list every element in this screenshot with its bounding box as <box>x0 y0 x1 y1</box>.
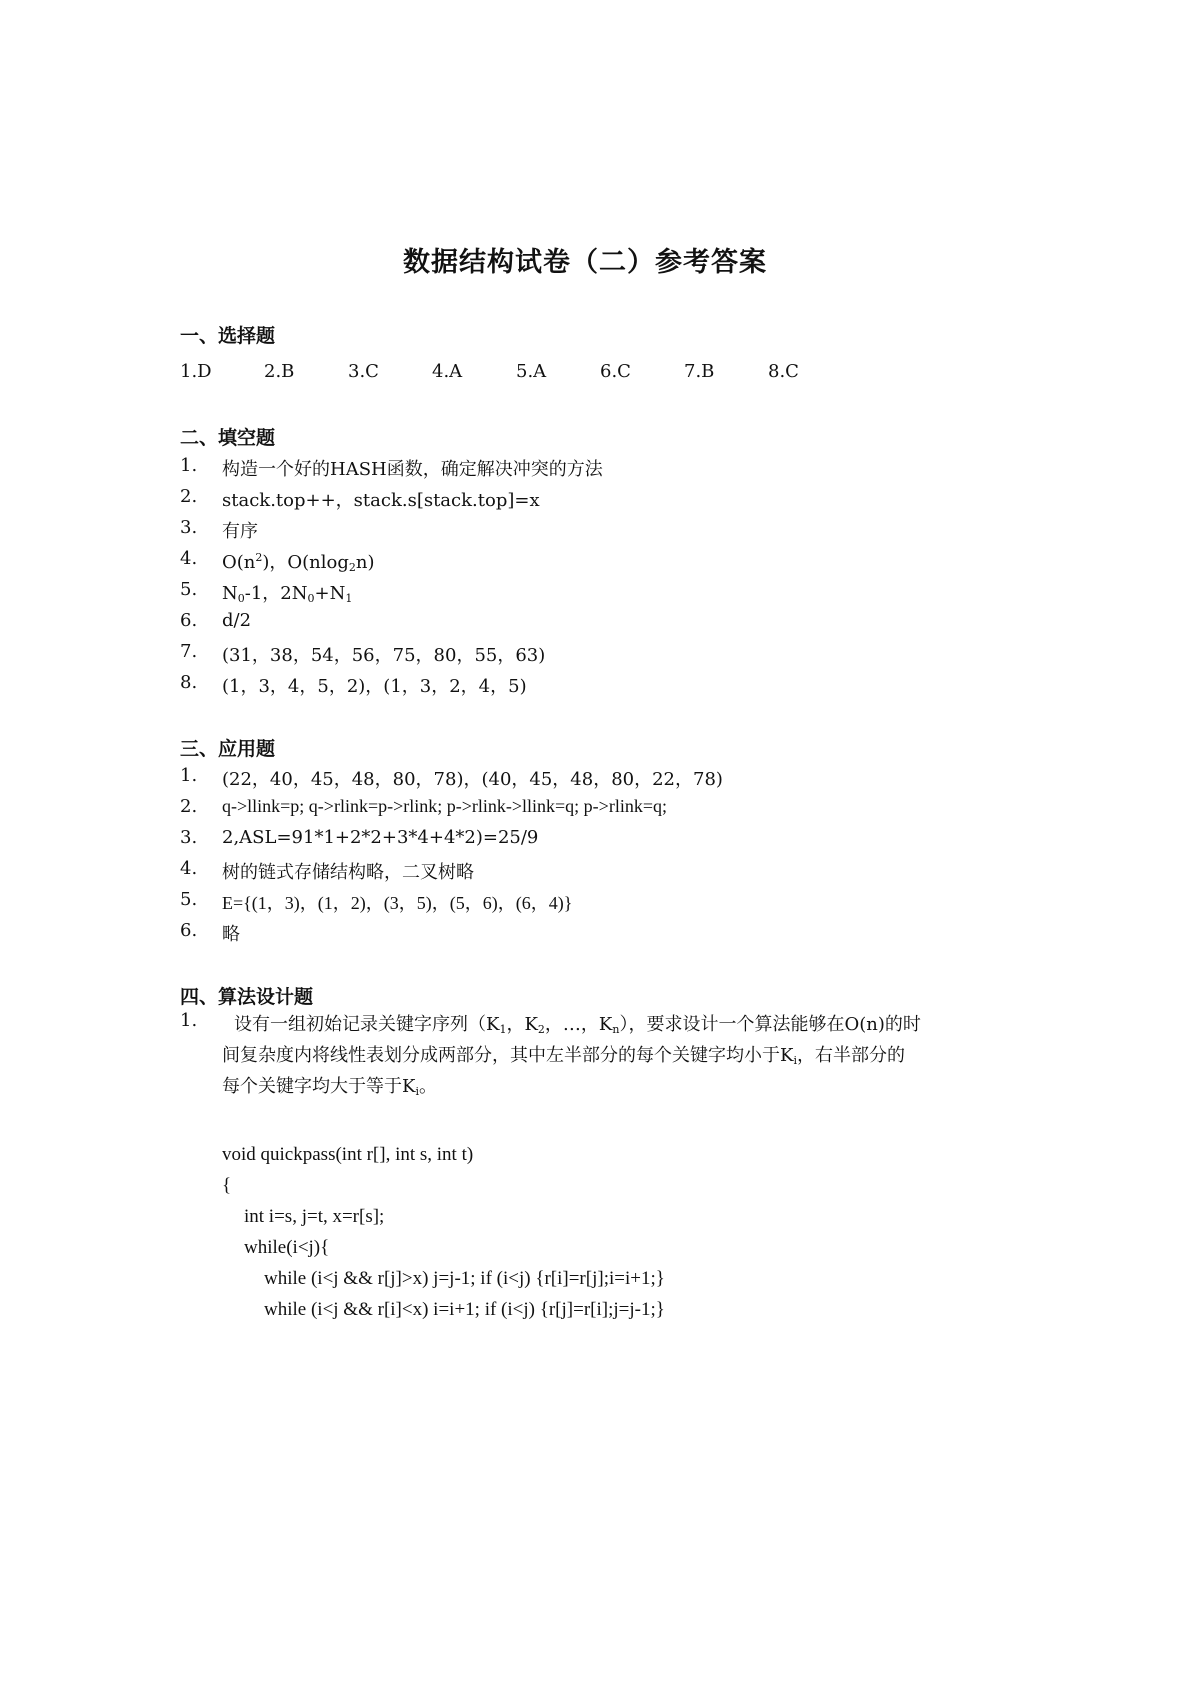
item-number: 4. <box>180 548 198 569</box>
item-number: 2. <box>180 486 198 507</box>
text-part: 。 <box>418 1076 437 1097</box>
superscript: 2 <box>255 551 263 564</box>
section-heading-choice: 一、选择题 <box>180 325 276 347</box>
item-text: d/2 <box>222 610 252 631</box>
problem-line <box>222 1041 905 1067</box>
item-number: 6. <box>180 920 198 941</box>
item-text: (1，3，4，5，2)，(1，3，2，4，5) <box>222 676 527 697</box>
item-text: E={(1，3)，(1，2)，(3，5)，(5，6)，(6，4)} <box>222 893 573 913</box>
item-number: 5. <box>180 579 198 600</box>
code-line: int i=s, j=t, x=r[s]; <box>244 1206 385 1227</box>
choice-answer: 2.B <box>264 361 295 382</box>
choice-answer: 3.C <box>348 361 379 382</box>
item-text: stack.top++，stack.s[stack.top]=x <box>222 490 540 511</box>
item-text: (22，40，45，48，80，78)，(40，45，48，80，22，78) <box>222 769 723 790</box>
text-part: ，右半部分的 <box>796 1045 905 1066</box>
text-part: ，…，K <box>544 1014 613 1035</box>
item-text: 2,ASL=91*1+2*2+3*4+4*2)=25/9 <box>222 827 539 848</box>
item-number: 1. <box>180 765 198 786</box>
item-text: 略 <box>222 924 240 945</box>
item-number: 4. <box>180 858 198 879</box>
item-number: 1. <box>180 455 198 476</box>
text-part: 设有一组初始记录关键字序列（K <box>234 1014 500 1035</box>
item-text: q->llink=p; q->rlink=p->rlink; p->rlink->llink=q; p->rlink=q; <box>222 796 667 816</box>
section-heading-fill-blank: 二、填空题 <box>180 427 276 449</box>
choice-answer: 4.A <box>432 361 463 382</box>
problem-line <box>234 1010 921 1036</box>
item-number: 6. <box>180 610 198 631</box>
subscript: 0 <box>307 592 315 605</box>
subscript: i <box>415 1085 419 1098</box>
item-number: 5. <box>180 889 198 910</box>
item-text <box>222 548 375 574</box>
text-part: 间复杂度内将线性表划分成两部分，其中左半部分的每个关键字均小于K <box>222 1045 794 1066</box>
item-text: 树的链式存储结构略，二叉树略 <box>222 862 474 883</box>
choice-answer: 5.A <box>516 361 547 382</box>
item-text <box>222 579 352 605</box>
subscript: 1 <box>499 1023 507 1036</box>
text-part: +N <box>314 583 346 604</box>
text-part: )，O(nlog <box>262 552 349 573</box>
subscript: 0 <box>237 592 245 605</box>
code-line: while(i<j){ <box>244 1237 330 1258</box>
code-line: void quickpass(int r[], int s, int t) <box>222 1144 474 1165</box>
page-title: 数据结构试卷（二）参考答案 <box>403 247 767 278</box>
text-part: O(n <box>222 552 256 573</box>
text-part: n) <box>355 552 375 573</box>
item-number: 8. <box>180 672 198 693</box>
choice-answer: 7.B <box>684 361 715 382</box>
code-line: { <box>222 1175 232 1196</box>
subscript: 1 <box>345 592 353 605</box>
subscript: n <box>612 1023 620 1036</box>
item-number: 3. <box>180 517 198 538</box>
code-line: while (i<j && r[j]>x) j=j-1; if (i<j) {r[i]=r[j];i=i+1;} <box>264 1268 665 1289</box>
item-number: 2. <box>180 796 198 817</box>
problem-line <box>222 1072 437 1098</box>
section-heading-algorithm: 四、算法设计题 <box>180 986 314 1008</box>
section-heading-application: 三、应用题 <box>180 738 276 760</box>
text-part: ），要求设计一个算法能够在O(n)的时 <box>619 1014 921 1035</box>
item-number: 7. <box>180 641 198 662</box>
text-part: -1，2N <box>244 583 308 604</box>
text-part: 每个关键字均大于等于K <box>222 1076 416 1097</box>
subscript: 2 <box>348 561 356 574</box>
choice-answer: 8.C <box>768 361 799 382</box>
text-part: N <box>222 583 238 604</box>
item-text: 有序 <box>222 521 258 542</box>
subscript: 2 <box>537 1023 545 1036</box>
code-line: while (i<j && r[i]<x) i=i+1; if (i<j) {r[j]=r[i];j=j-1;} <box>264 1299 665 1320</box>
item-number: 1. <box>180 1010 198 1031</box>
text-part: ，K <box>506 1014 538 1035</box>
choice-answer: 6.C <box>600 361 631 382</box>
item-text: 构造一个好的HASH函数，确定解决冲突的方法 <box>222 459 603 480</box>
item-number: 3. <box>180 827 198 848</box>
item-text: (31，38，54，56，75，80，55，63) <box>222 645 546 666</box>
subscript: i <box>793 1054 797 1067</box>
choice-answer: 1.D <box>180 361 212 382</box>
